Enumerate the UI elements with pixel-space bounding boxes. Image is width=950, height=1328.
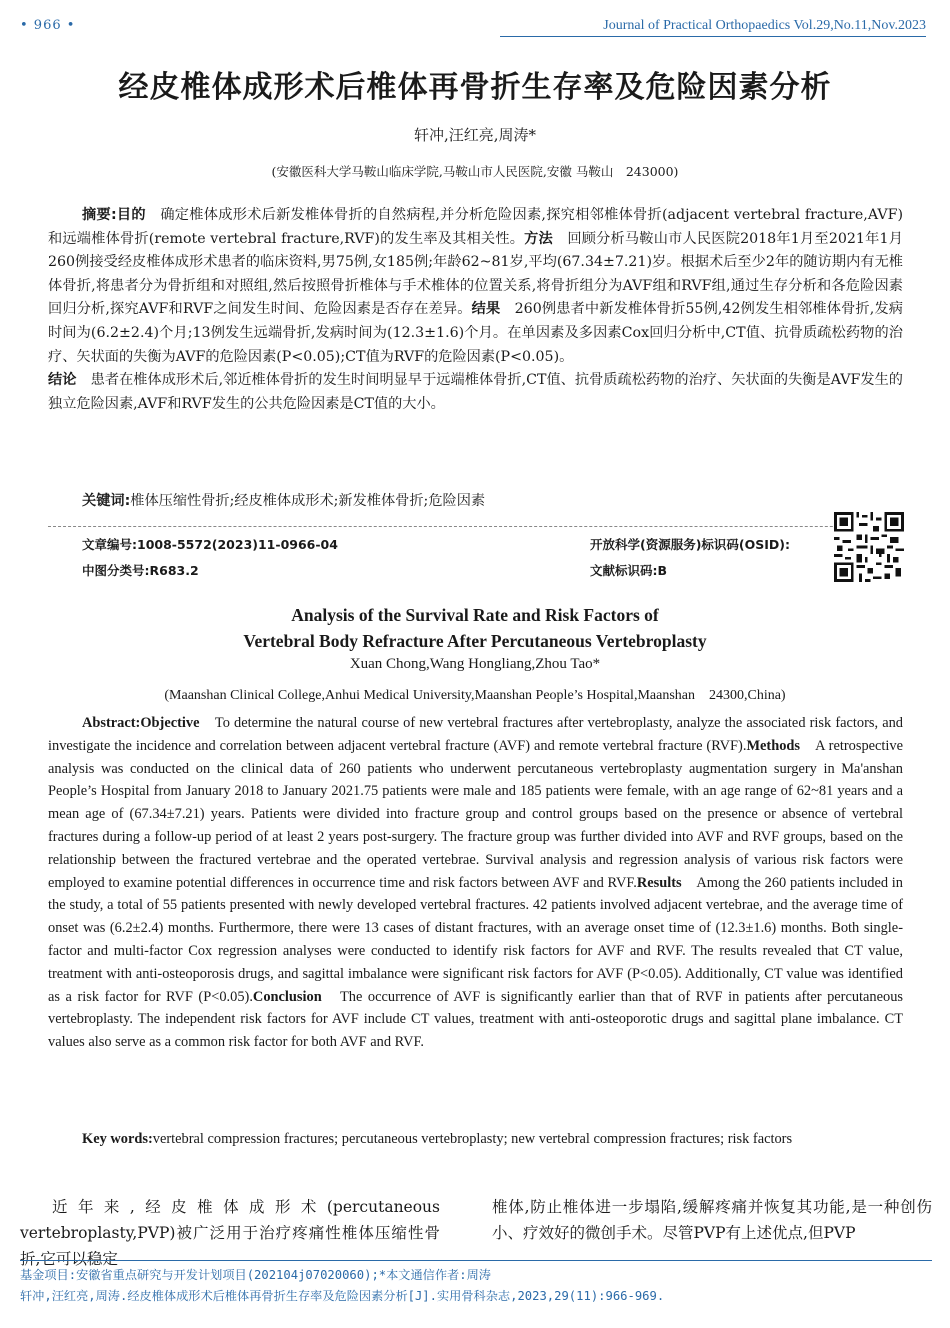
methods-text: 回顾分析马鞍山市人民医院2018年1月至2021年1月260例接受经皮椎体成形术患者的临床资料,男75例,女185例;年龄62~81岁,平均(67.34±7.21)岁。根据术后至少2年的随访期内有无椎体骨折,将患者分为骨折组和对照组,然后按照骨折椎体与手术椎体的位置关系,将骨折组分为AVF组和RVF组,通过生存分析和各危险因素回归分析,探究AVF和RVF之间发生时间、危险因素是否存在差异。 xyxy=(48,230,903,318)
conclusion-label: 结论 xyxy=(48,372,77,389)
journal-citation: Journal of Practical Orthopaedics Vol.29,No.11,Nov.2023 xyxy=(603,18,926,33)
keywords-text: 椎体压缩性骨折;经皮椎体成形术;新发椎体骨折;危险因素 xyxy=(130,493,486,509)
objective-label: 目的 xyxy=(116,207,146,223)
body-column-left: 近年来,经皮椎体成形术(percutaneous vertebroplasty,PVP)被广泛用于治疗疼痛性椎体压缩性骨折,它可以稳定 xyxy=(20,1198,440,1268)
keywords-chinese xyxy=(82,490,902,510)
running-header xyxy=(20,12,926,34)
objective-label: Objective xyxy=(140,715,200,731)
abstract-label: Abstract: xyxy=(82,715,141,731)
objective-text: To determine the natural course of new vertebral fractures after vertebroplasty, analyze the associated risk factors, and investigate the incidence and correlation between adjacent vertebral fracture (AVF) and remote vertebral fracture (RVF). xyxy=(48,715,903,754)
conclusion-text: 患者在椎体成形术后,邻近椎体骨折的发生时间明显早于远端椎体骨折,CT值、抗骨质疏松药物的治疗、矢状面的失衡是AVF发生的独立危险因素,AVF和RVF发生的公共危险因素是CT值的大小。 xyxy=(48,372,903,412)
header-rule xyxy=(500,36,926,37)
authors-chinese: 轩冲,汪红亮,周涛* xyxy=(413,126,537,144)
results-label: Results xyxy=(636,874,682,891)
conclusion-text: The occurrence of AVF is significantly earlier than that of RVF in patients after percutaneous vertebroplasty. The independent risk factors for AVF include CT values, treatment with anti-osteoporotic drugs and sagittal plane imbalance. CT values also serve as a common risk factor for both AVF and RVF. xyxy=(48,988,903,1051)
methods-text: A retrospective analysis was conducted on the clinical data of 260 patients who underwent percutaneous vertebroplasty augmentation surgery in Ma'anshan People’s Hospital from January 2018 to January 2021.75 patients were male and 185 patients were female, with an age range of 62~81 years and a mean age of (67.34±7.21) years. Patients were divided into fracture group and control groups based on the presence or absence of vertebral fractures during a follow-up period of at least 2 years post-surgery. The fracture group was further divided into AVF and RVF groups, based on the relationship between the fractured vertebrae and the operated vertebrae. Survival analysis and regression analysis of various risk factors were employed to examine potential differences in occurrence time and risk factors between AVF and RVF. xyxy=(48,737,903,891)
osid-label: 开放科学(资源服务)标识码(OSID): xyxy=(590,537,791,552)
title-english-line-2: Vertebral Body Refracture After Percutaneous Vertebroplasty xyxy=(243,631,707,651)
qr-code-icon[interactable] xyxy=(834,512,904,582)
methods-label: Methods xyxy=(746,737,801,754)
title-english-line-1: Analysis of the Survival Rate and Risk Factors of xyxy=(291,605,659,625)
affiliation-english: (Maanshan Clinical College,Anhui Medical University,Maanshan People’s Hospital,Maanshan 24300,China) xyxy=(164,688,786,703)
keywords-label: 关键词: xyxy=(82,493,131,509)
title-english xyxy=(0,602,950,654)
keywords-text: vertebral compression fractures; percutaneous vertebroplasty; new vertebral compression fractures; risk factors xyxy=(152,1131,793,1147)
keywords-label: Key words: xyxy=(82,1131,153,1147)
abstract-chinese xyxy=(48,204,903,416)
methods-label: 方法 xyxy=(524,230,553,247)
article-metadata xyxy=(48,526,903,587)
abstract-english xyxy=(48,712,903,1054)
conclusion-label: Conclusion xyxy=(252,988,322,1005)
title-chinese: 经皮椎体成形术后椎体再骨折生存率及危险因素分析 xyxy=(118,70,832,105)
authors-english: Xuan Chong,Wang Hongliang,Zhou Tao* xyxy=(349,656,601,672)
abstract-label: 摘要: xyxy=(82,207,117,223)
footnote xyxy=(20,1260,932,1307)
article-number: 文章编号:1008-5572(2023)11-0966-04 xyxy=(82,537,338,552)
document-code: 文献标识码:B xyxy=(590,563,668,578)
results-text: 260例患者中新发椎体骨折55例,42例发生相邻椎体骨折,发病时间为(6.2±2.4)个月;13例发生远端骨折,发病时间为(12.3±1.6)个月。在单因素及多因素Cox回归分析中,CT值、抗骨质疏松药物的治疗、矢状面的失衡为AVF的危险因素(P<0.05);CT值为RVF的危险因素(P<0.05)。 xyxy=(48,301,903,365)
objective-text: 确定椎体成形术后新发椎体骨折的自然病程,并分析危险因素,探究相邻椎体骨折(adjacent vertebral fracture,AVF)和远端椎体骨折(remote vertebral fracture,RVF)的发生率及其相关性。 xyxy=(48,207,903,247)
results-text: Among the 260 patients included in the study, a total of 55 patients presented with newly developed vertebral fractures. 42 patients involved adjacent vertebrae, and the average time of onset was (6.2±2.4) months. Furthermore, there were 13 cases of distant fractures, with an average onset time of (12.3±1.6) months. Both single-factor and multi-factor Cox regression analyses were conducted to identify risk factors for AVF and RVF. The results revealed that CT value, treatment with anti-osteoporosis drugs, and sagittal imbalance were significant risk factors for AVF (P<0.05). Additionally, CT value was identified as a risk factor for RVF (P<0.05). xyxy=(48,874,903,1005)
citation-note: 轩冲,汪红亮,周涛.经皮椎体成形术后椎体再骨折生存率及危险因素分析[J].实用骨科杂志,2023,29(11):966-969. xyxy=(20,1289,665,1303)
keywords-english xyxy=(48,1128,903,1150)
results-label: 结果 xyxy=(471,301,501,318)
page-number: • 966 • xyxy=(20,18,76,33)
clc-number: 中图分类号:R683.2 xyxy=(82,563,199,578)
affiliation-chinese: (安徽医科大学马鞍山临床学院,马鞍山市人民医院,安徽 马鞍山 243000) xyxy=(271,164,679,179)
body-column-right: 椎体,防止椎体进一步塌陷,缓解疼痛并恢复其功能,是一种创伤小、疗效好的微创手术。尽管PVP有上述优点,但PVP xyxy=(492,1198,932,1242)
funding-note: 基金项目:安徽省重点研究与开发计划项目(202104j07020060);*本文通信作者:周涛 xyxy=(20,1268,491,1282)
